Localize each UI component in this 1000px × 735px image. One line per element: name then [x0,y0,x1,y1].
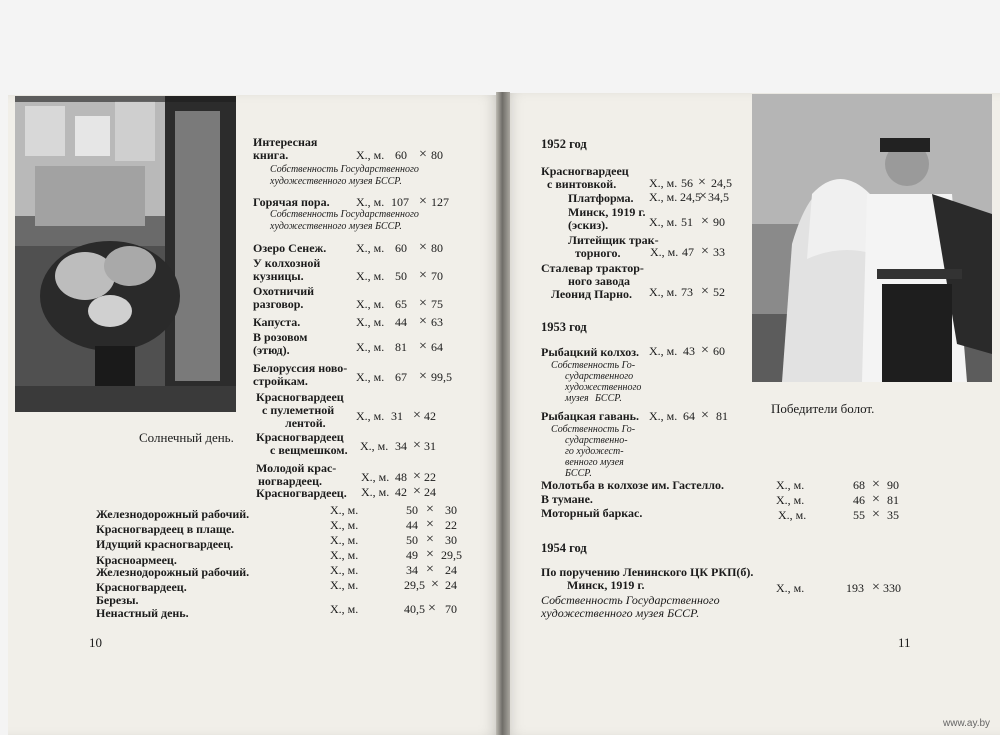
year-heading: 1954 год [541,541,587,555]
entry-title: кузницы. [253,269,304,283]
right-photo-caption: Победители болот. [771,401,875,416]
entry-height: 22 [424,470,436,484]
entry-note: художественного музея БССР. [270,176,402,187]
list-item-width: 49 [406,548,418,562]
times-symbol: × [426,562,434,577]
entry-title: Платформа. [568,191,634,205]
entry-title: Леонид Парно. [551,287,633,301]
left-photo-caption: Солнечный день. [139,430,234,445]
page-number-left: 10 [89,635,102,650]
times-symbol: × [872,580,880,595]
entry-title: Литейщик трак- [568,233,659,247]
entry-title: разговор. [253,297,304,311]
list-item-medium: Х., м. [330,563,359,577]
entry-title: Красногвардеец. [256,486,347,500]
entry-width: 65 [395,297,407,311]
entry-height: 81 [887,493,899,507]
entry-height: 24,5 [711,176,732,190]
list-item-medium: Х., м. [330,533,359,547]
entry-title: ногвардеец. [258,474,322,488]
entry-medium: Х., м. [356,148,385,162]
entry-width: 60 [395,148,407,162]
list-item-title: Красногвардеец. [96,580,187,594]
entry-note: музея [565,393,589,404]
list-item-height: 30 [445,503,457,517]
times-symbol: × [426,517,434,532]
entry-note: сударственно- [565,435,628,446]
entry-note: сударственного [565,371,634,382]
entry-title: книга. [253,148,289,162]
entry-title: Красногвардеец [256,390,344,404]
times-symbol: × [701,244,709,259]
entry-title: Капуста. [253,315,301,329]
entry-title: ного завода [568,274,631,288]
entry-title: По поручению Ленинского ЦК РКП(б). [541,565,754,579]
entry-title: Молотьба в колхозе им. Гастелло. [541,478,725,492]
entry-height: 64 [431,340,443,354]
times-symbol: × [413,484,421,499]
entry-title: (эскиз). [568,218,609,232]
entry-medium: Х., м. [356,241,385,255]
painting-sunny-day [15,96,236,412]
entry-medium: Х., м. [649,215,678,229]
entry-note: Собственность Государственного [270,209,419,220]
entry-medium: Х., м. [649,285,678,299]
list-item-medium: Х., м. [330,578,359,592]
list-item-width: 50 [406,533,418,547]
entry-height: 90 [887,478,899,492]
entry-note: Собственность Государственного [270,164,419,175]
entry-title: Охотничий [253,284,315,298]
entry-height: 52 [713,285,725,299]
year-heading: 1953 год [541,320,587,334]
entry-title: Интересная [253,135,318,149]
watermark: www.ay.by [943,718,991,729]
entry-medium: Х., м. [649,344,678,358]
times-symbol: × [701,214,709,229]
entry-width: 55 [853,508,865,522]
entry-note: Собственность Го- [551,360,636,371]
entry-medium: Х., м. [360,439,389,453]
entry-width: 43 [683,344,695,358]
times-symbol: × [419,296,427,311]
entry-width: 193 [846,581,864,595]
list-item-width: 50 [406,503,418,517]
list-item-medium: Х., м. [330,518,359,532]
entry-height: 81 [716,409,728,423]
entry-title: В тумане. [541,492,593,506]
entry-height: 24 [424,485,436,499]
entry-medium: Х., м. [776,478,805,492]
entry-title: Сталевар трактор- [541,261,644,275]
entry-title: Молодой крас- [256,461,337,475]
list-item-title: Красноармеец. [96,553,177,567]
entry-medium: Х., м. [356,340,385,354]
entry-title: У колхозной [253,256,321,270]
entry-title: лентой. [285,416,326,430]
list-item-medium: Х., м. [330,548,359,562]
entry-title: Рыбацкая гавань. [541,409,640,423]
entry-width: 46 [853,493,865,507]
entry-title: Моторный баркас. [541,506,643,520]
entry-height: 80 [431,148,443,162]
entry-medium: Х., м. [776,581,805,595]
entry-title: с винтовкой. [547,177,617,191]
entry-title: Минск, 1919 г. [568,205,646,219]
list-item-height: 22 [445,518,457,532]
list-item-height: 24 [445,563,457,577]
entry-height: 35 [887,508,899,522]
entry-height: 80 [431,241,443,255]
entry-title: Рыбацкий колхоз. [541,345,640,359]
times-symbol: × [872,477,880,492]
entry-width: 107 [391,195,409,209]
entry-height: 70 [431,269,443,283]
entry-width: 81 [395,340,407,354]
times-symbol: × [419,339,427,354]
times-symbol: × [419,147,427,162]
times-symbol: × [428,601,436,616]
entry-title: Красногвардеец [541,164,629,178]
entry-width: 67 [395,370,407,384]
entry-title: (этюд). [253,343,290,357]
entry-medium: Х., м. [356,315,385,329]
entry-height: 99,5 [431,370,452,384]
entry-note: художественного музея БССР. [541,606,700,620]
entry-width: 34 [395,439,407,453]
entry-title: с вещмешком. [270,443,348,457]
entry-width: 56 [681,176,693,190]
entry-width: 51 [681,215,693,229]
list-item-height: 70 [445,602,457,616]
entry-width: 64 [683,409,695,423]
list-item-medium: Х., м. [330,602,359,616]
times-symbol: × [701,408,709,423]
entry-medium: Х., м. [650,245,679,259]
entry-medium: Х., м. [361,470,390,484]
times-symbol: × [419,314,427,329]
times-symbol: × [872,492,880,507]
times-symbol: × [419,194,427,209]
entry-height: 42 [424,409,436,423]
entry-medium: Х., м. [776,493,805,507]
list-item-title: Красногвардеец в плаще. [96,522,235,536]
list-item-width: 29,5 [404,578,425,592]
times-symbol: × [419,240,427,255]
entry-title: Белоруссия ново- [253,361,348,375]
entry-width: 68 [853,478,865,492]
times-symbol: × [413,438,421,453]
entry-height: 90 [713,215,725,229]
list-item-medium: Х., м. [330,503,359,517]
list-item-title: Железнодорожный рабочий. [96,565,250,579]
times-symbol: × [701,343,709,358]
times-symbol: × [431,577,439,592]
entry-medium: Х., м. [356,370,385,384]
entry-medium: Х., м. [649,176,678,190]
list-item-height: 24 [445,578,457,592]
entry-medium: Х., м. [356,409,385,423]
entry-width: 42 [395,485,407,499]
entry-width: 47 [682,245,694,259]
entry-note: художественного музея БССР. [270,221,402,232]
times-symbol: × [419,268,427,283]
list-item-title: Идущий красногвардеец. [96,537,234,551]
list-item-height: 29,5 [441,548,462,562]
entry-note: художественного [565,382,642,393]
entry-height: 330 [883,581,901,595]
entry-note: Собственность Государственного [541,593,720,607]
entry-height: 34,5 [708,190,729,204]
entry-width: 50 [395,269,407,283]
list-item-width: 40,5 [404,602,425,616]
entry-title: торного. [575,246,621,260]
times-symbol: × [413,469,421,484]
painting-swamp-victors [752,94,992,382]
book-spine [496,92,510,735]
times-symbol: × [413,408,421,423]
entry-medium: Х., м. [356,195,385,209]
times-symbol: × [426,502,434,517]
entry-note: БССР. [595,393,622,404]
list-item-width: 44 [406,518,418,532]
entry-width: 31 [391,409,403,423]
list-item-title: Березы. [96,593,139,607]
times-symbol: × [698,175,706,190]
entry-height: 127 [431,195,449,209]
list-item-width: 34 [406,563,418,577]
list-item-title: Железнодорожный рабочий. [96,507,250,521]
entry-note: го художест- [565,446,624,457]
entry-width: 24,5 [680,190,701,204]
entry-width: 44 [395,315,407,329]
entry-title: В розовом [253,330,308,344]
entry-note: БССР. [565,468,592,479]
entry-height: 75 [431,297,443,311]
entry-height: 60 [713,344,725,358]
entry-medium: Х., м. [361,485,390,499]
times-symbol: × [426,547,434,562]
entry-medium: Х., м. [356,297,385,311]
list-item-height: 30 [445,533,457,547]
entry-title: Горячая пора. [253,195,330,209]
times-symbol: × [701,284,709,299]
entry-height: 33 [713,245,725,259]
entry-title: с пулеметной [262,403,335,417]
times-symbol: × [419,369,427,384]
year-heading: 1952 год [541,137,587,151]
entry-width: 48 [395,470,407,484]
entry-title: Озеро Сенеж. [253,241,327,255]
entry-height: 63 [431,315,443,329]
entry-medium: Х., м. [649,190,678,204]
entry-width: 73 [681,285,693,299]
entry-note: венного музея [565,457,624,468]
times-symbol: × [872,507,880,522]
entry-width: 60 [395,241,407,255]
entry-title: Красногвардеец [256,430,344,444]
page-number-right: 11 [898,635,911,650]
entry-medium: Х., м. [649,409,678,423]
times-symbol: × [699,189,707,204]
times-symbol: × [426,532,434,547]
entry-height: 31 [424,439,436,453]
entry-title: Минск, 1919 г. [567,578,645,592]
list-item-title: Ненастный день. [96,606,189,620]
entry-title: стройкам. [253,374,308,388]
entry-medium: Х., м. [778,508,807,522]
entry-medium: Х., м. [356,269,385,283]
entry-note: Собственность Го- [551,424,636,435]
